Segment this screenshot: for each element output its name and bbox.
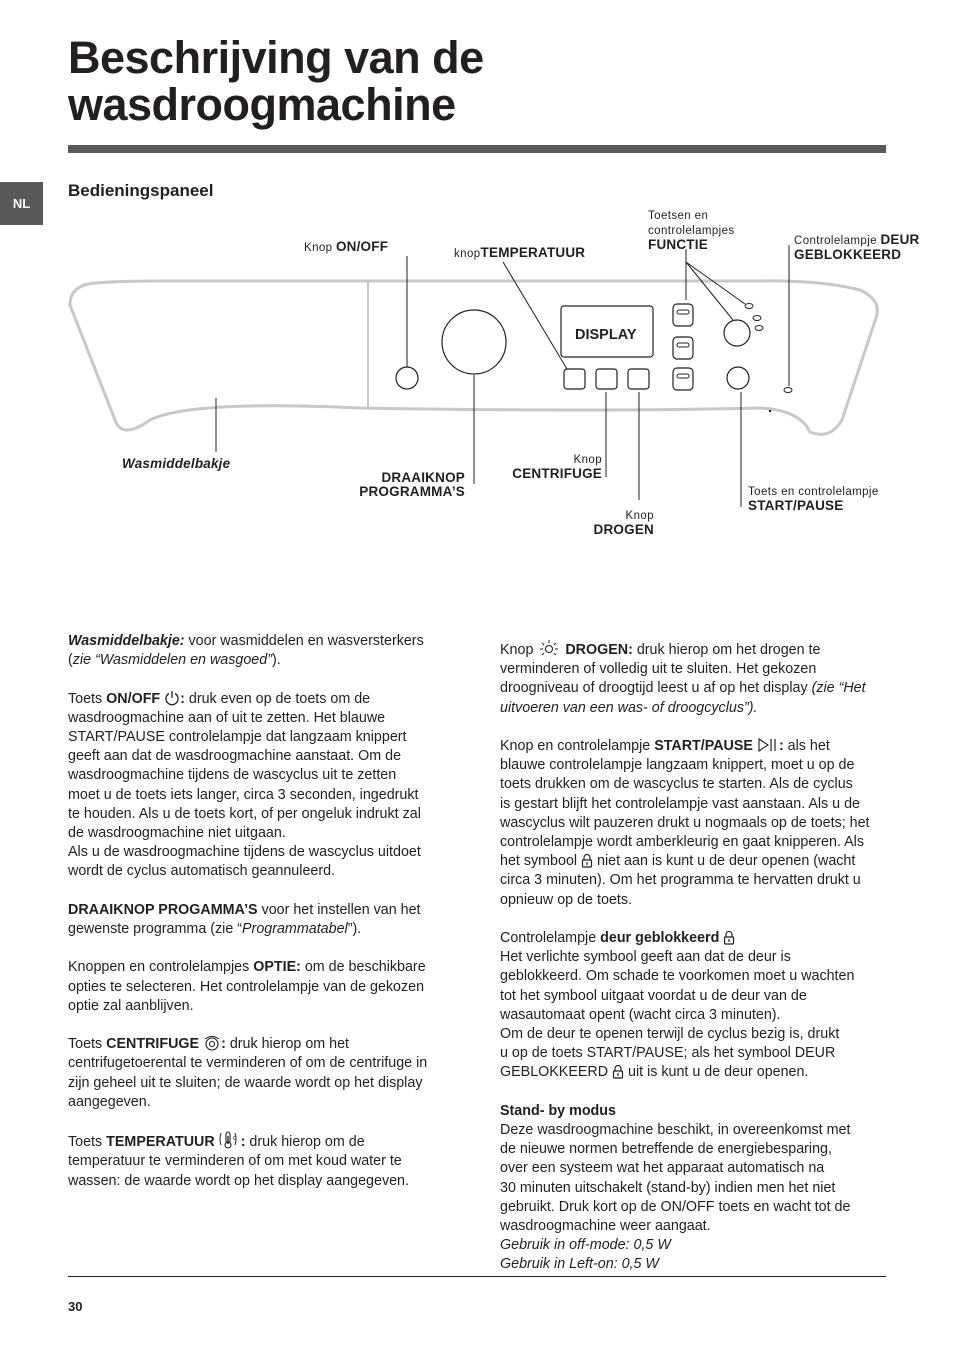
dry-l3a: droogniveau of droogtijd leest u af op het display	[500, 680, 812, 697]
standby-l2: de nieuwe normen betreffende de energiebesparing,	[500, 1141, 832, 1158]
function-led-1	[745, 304, 753, 309]
label-door-small: Controlelampje	[794, 235, 877, 247]
temp-l3: wassen: de waarde wordt op het display aangegeven.	[68, 1172, 409, 1189]
lock-icon	[723, 930, 735, 945]
label-start-pause-bold: START/PAUSE	[748, 498, 844, 513]
para-options	[68, 958, 458, 1016]
label-door-locked	[794, 233, 920, 262]
function-led-2	[753, 316, 761, 321]
label-temperature-bold: TEMPERATUUR	[480, 245, 586, 260]
onoff-colon: :	[180, 690, 185, 707]
temperature-button	[564, 369, 585, 389]
onoff-prefix: Toets	[68, 690, 107, 707]
label-dry-bold: DROGEN	[593, 522, 654, 537]
detergent-ref: zie “Wasmiddelen en wasgoed”	[72, 652, 272, 669]
options-l1b: om de beschikbare	[300, 959, 426, 976]
sp-l9: opnieuw op de toets.	[500, 891, 632, 908]
detergent-term: Wasmiddelbakje:	[68, 633, 185, 649]
title-line-2: wasdroogmachine	[68, 79, 456, 130]
sp-l3: toets drukken om de wascyclus te starten. Als de cyclus	[500, 776, 853, 793]
door-l8b: uit is kunt u de deur openen.	[624, 1064, 809, 1081]
power-icon	[164, 690, 180, 706]
label-dry-small: Knop	[625, 510, 654, 522]
language-tab: NL	[0, 182, 43, 225]
label-dial-bold-1: DRAAIKNOP	[381, 470, 465, 485]
onoff-l8: de wasdroogmachine niet uitgaan.	[68, 825, 286, 842]
para-start-pause	[500, 737, 890, 910]
door-l7: u op de toets START/PAUSE; als het symbool DEUR	[500, 1045, 836, 1062]
detergent-paren-close: ).	[271, 652, 281, 669]
spin-icon	[203, 1035, 221, 1051]
dry-ref-2: uitvoeren van een was- of droogcyclus”).	[500, 699, 758, 716]
spin-l4: aangegeven.	[68, 1093, 151, 1110]
dry-l1: druk hierop om het drogen te	[632, 642, 821, 658]
label-function-bold: FUNCTIE	[648, 237, 708, 252]
options-term: OPTIE:	[253, 959, 301, 976]
para-standby	[500, 1102, 890, 1275]
label-function	[648, 208, 735, 252]
standby-l4: 30 minuten uitschakelt (stand-by) indien men het niet	[500, 1179, 836, 1196]
sp-l6: controlelampje wordt amberkleurig en gaat knipperen. Als	[500, 834, 864, 851]
door-l2: Het verlichte symbool geeft aan dat de deur is	[500, 949, 791, 966]
thermometer-icon	[219, 1131, 241, 1149]
sp-l8: circa 3 minuten). Om het programma te hervatten drukt u	[500, 872, 861, 889]
onoff-l5: wasdroogmachine tijdens de wascyclus uit te zetten	[68, 767, 397, 784]
spin-term: CENTRIFUGE	[106, 1036, 200, 1053]
onoff-l2: wasdroogmachine aan of uit te zetten. Het blauwe	[68, 709, 386, 726]
label-function-small-1: Toetsen en	[648, 210, 709, 222]
title-line-1: Beschrijving van de	[68, 32, 484, 83]
label-temperature	[454, 246, 585, 261]
para-spin	[68, 1035, 458, 1112]
door-l4: tot het symbool uitgaat voordat u de deur van de	[500, 987, 807, 1004]
label-spin-small: Knop	[573, 454, 602, 466]
label-start-pause-small: Toets en controlelampje	[748, 486, 879, 498]
onoff-button	[396, 367, 418, 389]
right-column	[500, 639, 890, 1275]
label-temperature-small: knop	[454, 248, 481, 260]
onoff-l1: druk even op de toets om de	[184, 690, 371, 707]
sp-l5: wascyclus wilt pauzeren drukt u nogmaals op de toets; het	[500, 814, 870, 831]
onoff-l7: te houden. Als u de toets kort, of per ongeluk indrukt zal	[68, 805, 421, 822]
dial-term: DRAAIKNOP PROGAMMA’S	[68, 901, 258, 918]
dial-l2a: gewenste programma (zie “	[68, 921, 243, 938]
spin-button	[596, 369, 617, 389]
para-onoff	[68, 690, 458, 882]
para-temperature	[68, 1131, 458, 1191]
options-l1a: Knoppen en controlelampjes	[68, 959, 254, 976]
door-locked-lamp	[784, 388, 792, 393]
label-detergent	[122, 457, 230, 471]
program-dial	[442, 310, 506, 374]
standby-heading: Stand- by modus	[500, 1102, 616, 1119]
function-button-2	[673, 337, 693, 359]
detergent-paren-open: (	[68, 652, 73, 669]
detergent-text: voor wasmiddelen en wasversterkers	[184, 633, 424, 649]
function-led-3	[755, 326, 763, 331]
dry-ref-1: (zie “Het	[811, 680, 866, 697]
display-label: DISPLAY	[575, 327, 637, 343]
label-door-bold-2: GEBLOKKEERD	[794, 247, 902, 262]
standby-off-mode: Gebruik in off-mode: 0,5 W	[500, 1237, 671, 1254]
label-detergent-text: Wasmiddelbakje	[122, 456, 231, 471]
sp-colon: :	[778, 738, 784, 754]
para-detergent	[68, 632, 458, 670]
leader-temperature	[503, 262, 567, 369]
temp-l1: druk hierop om de	[245, 1134, 365, 1151]
onoff-l9: Als u de wasdroogmachine tijdens de wascyclus uitdoet	[68, 844, 421, 861]
dry-l2: verminderen of volledig uit te sluiten. Het gekozen	[500, 661, 817, 678]
label-program-dial	[340, 471, 465, 499]
function-knob	[724, 320, 750, 346]
label-spin	[495, 452, 602, 481]
label-onoff-small: Knop	[304, 242, 333, 254]
onoff-l3: START/PAUSE controlelampje dat langzaam knippert	[68, 729, 407, 745]
label-start-pause	[748, 484, 879, 513]
spin-l1: druk hierop om het	[225, 1036, 350, 1053]
panel-dot	[769, 410, 771, 412]
left-column	[68, 632, 458, 1210]
label-onoff-bold: ON/OFF	[335, 239, 389, 254]
function-button-1	[673, 304, 693, 326]
spin-colon: :	[221, 1036, 226, 1053]
lock-icon	[612, 1064, 624, 1079]
footer-divider	[68, 1276, 886, 1277]
door-l6: Om de deur te openen terwijl de cyclus bezig is, drukt	[500, 1026, 840, 1043]
door-l5: wasautomaat opent (wacht circa 3 minuten).	[500, 1006, 781, 1023]
temp-prefix: Toets	[68, 1134, 107, 1151]
standby-left-on: Gebruik in Left-on: 0,5 W	[500, 1256, 659, 1273]
sp-l2: blauwe controlelampje langzaam knippert, moet u op de	[500, 757, 855, 774]
lock-icon	[581, 853, 593, 868]
standby-l6: wasdroogmachine weer aangaat.	[500, 1218, 711, 1235]
label-dry	[586, 508, 654, 537]
para-door-locked	[500, 929, 890, 1083]
label-spin-bold: CENTRIFUGE	[512, 466, 602, 481]
options-l2: opties te selecteren. Het controlelampje van de gekozen	[68, 978, 425, 995]
sp-l4: is gestart blijft het controlelampje vast aanstaan. Als u de	[500, 795, 861, 812]
dry-button	[628, 369, 649, 389]
onoff-l10: wordt de cyclus automatisch geannuleerd.	[68, 863, 336, 880]
para-program-dial	[68, 901, 458, 939]
svg-text:c: c	[232, 1135, 237, 1143]
sp-prefix: Knop en controlelampje	[500, 738, 655, 754]
sp-l7b: niet aan is kunt u de deur openen (wacht	[593, 853, 856, 870]
door-l8a: GEBLOKKEERD	[500, 1064, 613, 1081]
spin-l3: zijn geheel uit te sluiten; de waarde wordt op het display	[68, 1074, 423, 1091]
dial-l1: voor het instellen van het	[257, 901, 421, 918]
door-prefix: Controlelampje	[500, 930, 601, 947]
dry-prefix: Knop	[500, 642, 538, 658]
para-dry	[500, 639, 890, 718]
dial-l2b: ”).	[347, 921, 362, 938]
temp-term: TEMPERATUUR	[106, 1134, 215, 1151]
label-onoff	[304, 240, 388, 255]
temp-l2: temperatuur te verminderen of om met koud water te	[68, 1153, 402, 1170]
dial-ref: Programmatabel	[242, 921, 348, 938]
title-divider	[68, 145, 886, 153]
page-number: 30	[68, 1299, 83, 1314]
door-term: deur geblokkeerd	[600, 930, 720, 947]
standby-l5: gebruikt. Druk kort op de ON/OFF toets en wacht tot de	[500, 1198, 851, 1215]
function-button-3	[673, 368, 693, 390]
page-title	[68, 34, 888, 128]
sp-l1: als het	[783, 738, 830, 754]
onoff-term: ON/OFF	[106, 690, 161, 707]
dry-term: DROGEN:	[565, 642, 633, 658]
options-l3: optie zal aanblijven.	[68, 997, 194, 1014]
start-pause-button	[727, 367, 749, 389]
temp-colon: :	[240, 1134, 246, 1151]
onoff-l6: moet u de toets iets langer, circa 3 seconden, ingedrukt	[68, 786, 419, 803]
standby-l3: over een systeem wat het apparaat automatisch na	[500, 1160, 825, 1177]
label-door-bold-1: DEUR	[880, 232, 920, 247]
play-pause-icon	[757, 737, 779, 753]
sun-icon	[537, 639, 561, 657]
onoff-l4: geeft aan dat de wasdroogmachine aanstaat. Om de	[68, 748, 402, 765]
door-l3: geblokkeerd. Om schade te voorkomen moet u wachten	[500, 968, 855, 985]
spin-l2: centrifugetoerental te verminderen of om de centrifuge in	[68, 1055, 428, 1072]
standby-l1: Deze wasdroogmachine beschikt, in overeenkomst met	[500, 1122, 851, 1139]
sp-l7a: het symbool	[500, 853, 582, 870]
sp-term: START/PAUSE	[654, 738, 753, 754]
spin-prefix: Toets	[68, 1036, 107, 1053]
label-dial-bold-2: PROGRAMMA’S	[359, 484, 465, 499]
section-title: Bedieningspaneel	[68, 181, 214, 200]
label-function-small-2: controlelampjes	[648, 225, 735, 237]
